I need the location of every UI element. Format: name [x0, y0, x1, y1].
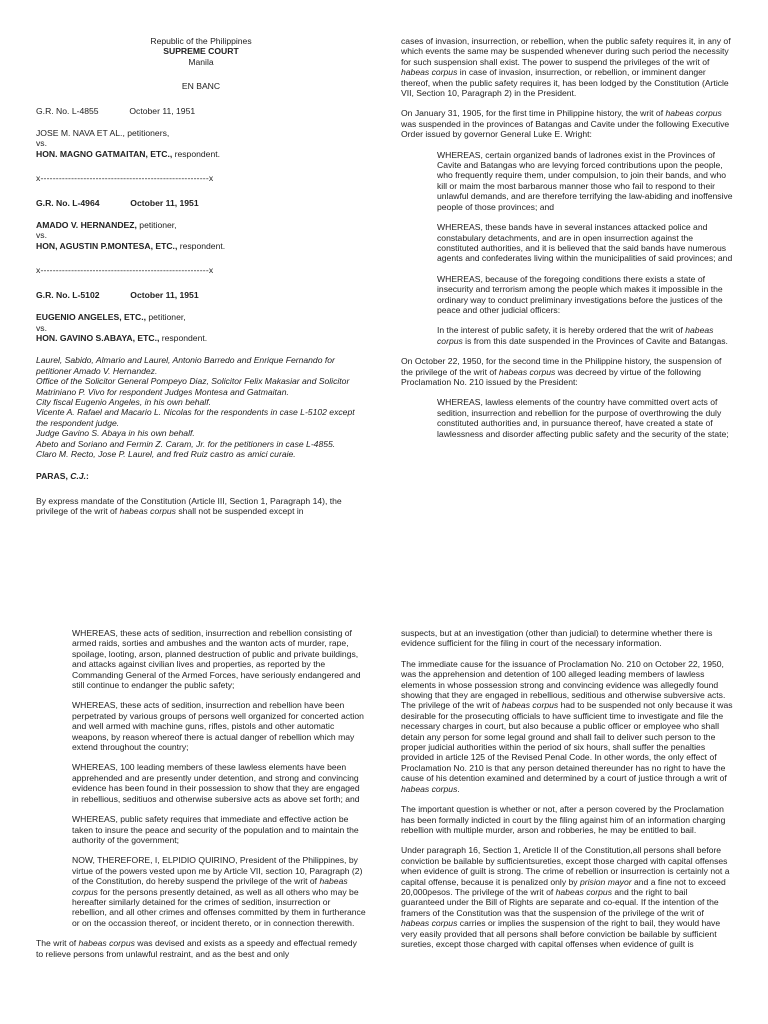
bl-whereas-1: WHEREAS, these acts of sedition, insurrection and rebellion consisting of armed raids, sorties and ambushes and the wanton acts of murder, rape, spoilage, looting, arson, planned destruction of public and private buildings, and attacks against civilian lives and properties, as reported by the Commanding General of the Armed Forces, have seriously endangered and still continue to endanger the public safety; — [72, 628, 361, 691]
court-city: Manila — [188, 56, 214, 67]
text-run-italic: habeas corpus — [401, 67, 458, 78]
text-run: shall not be suspended except in — [175, 506, 304, 517]
top-right-column — [401, 36, 733, 439]
bottom-right-column — [401, 628, 733, 949]
tr-whereas-1: WHEREAS, certain organized bands of ladrones exist in the Provinces of Cavite and Batangas who are levying forced contributions upon the people, who frequently require them, under compulsion, to join their bands, and who kill or maim the most barbarous manner those who fail to respond to their unlawful demands, and are therefore terrifying the law-abiding and inoffensive people of those provinces; and — [437, 149, 733, 212]
text-run-italic: habeas corpus — [665, 108, 722, 119]
case3-respondent — [36, 333, 366, 343]
republic-line: Republic of the Philippines — [150, 36, 252, 46]
tr-paragraph-2 — [401, 108, 733, 139]
text-run: cases of invasion, insurrection, or rebellion, when the public safety requires it, in any of which events the same may be suspended whenever during such period the necessity for such suspension shall exist. The power to suspend the privileges of the writ of — [401, 36, 731, 67]
separator-2: x-------------------------------------------------------x — [36, 265, 214, 276]
text-run: was decreed by virtue of the following Proclamation No. 210 issued by the President: — [401, 366, 702, 387]
case2-petitioner-name: AMADO V. HERNANDEZ, — [36, 220, 137, 231]
text-run: in case of invasion, insurrection, or rebellion, or imminent danger thereof, when the public safety requires it, has been lodged by the Constitution (Article VII, Section 10, Paragraph 2) in the President. — [401, 67, 729, 99]
case2-respondent-name: HON, AGUSTIN P.MONTESA, ETC., — [36, 240, 178, 251]
text-run: By express mandate of the Constitution (Article III, Section 1, Paragraph 14), the privilege of the writ of — [36, 495, 342, 517]
text-run: carries or implies the suspension of the right to bail, they would have very easily provided that all persons shall before conviction be bailable by sufficient sureties, except those charged with capital offenses when evidence of guilt is — [401, 918, 721, 949]
case1-respondent — [36, 149, 366, 159]
text-run: The writ of — [36, 938, 79, 949]
case1-gr-line — [36, 106, 366, 116]
case3-vs: vs. — [36, 322, 47, 333]
bl-whereas-4: WHEREAS, public safety requires that immediate and effective action be taken to insure the peace and security of the population and to maintain the authority of the government; — [72, 814, 359, 845]
tr-paragraph-1 — [401, 36, 733, 98]
separator-1: x-------------------------------------------------------x — [36, 173, 214, 184]
text-run-italic: habeas corpus — [498, 366, 556, 377]
ponente — [36, 471, 366, 481]
br-paragraph-3: The important question is whether or not, after a person covered by the Proclamation has been formally indicted in court by the filing against him of an information charging rebellion with multiple murder, arson and robberies, he may be entitled to bail. — [401, 804, 726, 835]
tr-whereas-3: WHEREAS, because of the foregoing conditions there exists a state of insecurity and terrorism among the people which makes it impossible in the ordinary way to conduct preliminary investigations before the justices of the peace and other judicial officers: — [437, 273, 723, 315]
text-run: Under paragraph 16, Section 1, Areticle II of the Constitution,all persons shall before conviction be bailable by sufficientsureties, except those charged with capital offenses when evidence of guilt is strong. The crime of rebellion or insurrection is certainly not a capital offense, because it is penalized only by — [401, 845, 730, 887]
case3-gr: G.R. No. L-5102 — [36, 289, 100, 300]
bottom-left-column — [36, 628, 366, 959]
text-run-italic: habeas corpus — [555, 886, 613, 897]
text-run-italic: habeas corpus — [78, 938, 135, 949]
counsel-line: City fiscal Eugenio Angeles, in his own behalf. — [36, 396, 211, 407]
text-run-italic: habeas corpus — [401, 783, 458, 794]
case3-respondent-name: HON. GAVINO S.ABAYA, ETC., — [36, 332, 160, 343]
br-paragraph-4 — [401, 845, 733, 949]
case1-respondent-name: HON. MAGNO GATMAITAN, ETC., — [36, 148, 173, 159]
case2-gr: G.R. No. L-4964 — [36, 197, 100, 208]
text-run: and the right to bail guaranteed under the Bill of Rights are separate and co-equal. If the intention of the framers of the Constitution was that the suspension of the privilege of the writ of — [401, 886, 719, 918]
bl-now-therefore — [72, 855, 366, 928]
text-run: The immediate cause for the issuance of Proclamation No. 210 on October 22, 1950, was the apprehension and detention of 100 alleged leading members of lawless elements in whose possession strong and convincing evidence was allegedly found showing that they are engaged in rebellious, seditious and otherwise subversive acts. The privilege of the writ of — [401, 658, 726, 711]
case2-respondent — [36, 241, 366, 251]
br-paragraph-2 — [401, 659, 733, 794]
text-run: In the interest of public safety, it is hereby ordered that the writ of — [437, 325, 686, 336]
counsel-line: Office of the Solicitor General Pompeyo Diaz, Solicitor Felix Makasiar and Solicitor Matriniano P. Vivo for respondent Judges Montesa and Gatmaitan. — [36, 376, 350, 397]
text-run: On January 31, 1905, for the first time in Philippine history, the writ of — [401, 108, 666, 119]
text-run-italic: habeas corpus — [437, 325, 714, 346]
text-run: is from this date suspended in the Provinces of Cavite and Batangas. — [462, 335, 728, 346]
text-run-italic: prision mayor — [580, 876, 632, 887]
counsel-line: Judge Gavino S. Abaya in his own behalf. — [36, 428, 195, 439]
text-run-italic: habeas corpus — [119, 506, 176, 517]
case2-petitioner-suffix: petitioner, — [136, 220, 177, 231]
text-run: was devised and exists as a speedy and effectual remedy to relieve persons from unlawful restraint, and as the best and only — [36, 938, 357, 959]
counsel-line: Abeto and Soriano and Fermin Z. Caram, Jr. for the petitioners in case L-4855. — [36, 438, 336, 449]
ponente-name: PARAS, — [36, 471, 71, 482]
counsel-line: Vicente A. Rafael and Macario L. Nicolas for the respondents in case L-5102 except the respondent judge. — [36, 407, 355, 428]
tr-order — [437, 325, 733, 346]
text-run: . — [457, 783, 460, 794]
tr-paragraph-3 — [401, 356, 733, 387]
bl-whereas-3: WHEREAS, 100 leading members of these lawless elements have been apprehended and are presently under detention, and strong and convincing evidence has been found in their possession to show that they are engaged in rebellious, seditiuos and otherwise subersive acts as above set forth; and — [72, 762, 360, 804]
case1-petitioner: JOSE M. NAVA ET AL., petitioners, — [36, 128, 170, 139]
case1-gr: G.R. No. L-4855 — [36, 105, 99, 116]
text-run-italic: habeas corpus — [72, 876, 348, 897]
text-run: NOW, THEREFORE, I, ELPIDIO QUIRINO, President of the Philippines, by virtue of the powers vested upon me by Article VII, section 10, Paragraph (2) of the Constitution, do hereby suspend the privilege of the writ of — [72, 855, 363, 887]
top-left-column — [36, 36, 366, 517]
counsel-list — [36, 355, 366, 459]
case3-date: October 11, 1951 — [130, 289, 199, 300]
case2-respondent-suffix: respondent. — [177, 240, 226, 251]
case3-petitioner-suffix: petitioner, — [145, 312, 186, 323]
court-name: SUPREME COURT — [163, 46, 239, 57]
tr-whereas-5: WHEREAS, lawless elements of the country have committed overt acts of sedition, insurrection and rebellion for the purpose of overthrowing the duly constituted authorities and, in pursuance thereof, have created a state of lawlessness and disorder affecting public safety and the security of the state; — [437, 397, 729, 439]
text-run: On October 22, 1950, for the second time in the Philippine history, the suspension of the privilege of the writ of — [401, 356, 722, 377]
counsel-line: Claro M. Recto, Jose P. Laurel, and fred Ruiz castro as amici curaie. — [36, 448, 296, 459]
case3-petitioner-name: EUGENIO ANGELES, ETC., — [36, 312, 146, 323]
br-paragraph-1: suspects, but at an investigation (other than judicial) to determine whether there is evidence sufficient for the filing in court of the necessary information. — [401, 628, 713, 649]
case3-respondent-suffix: respondent. — [159, 332, 208, 343]
case2-vs: vs. — [36, 230, 47, 241]
case2-gr-line — [36, 198, 366, 208]
case3-petitioner — [36, 312, 366, 322]
ponente-colon: : — [86, 471, 89, 482]
case2-petitioner — [36, 220, 366, 230]
case1-respondent-suffix: respondent. — [172, 148, 220, 159]
case1-vs: vs. — [36, 138, 47, 149]
counsel-line: Laurel, Sabido, Almario and Laurel, Antonio Barredo and Enrique Fernando for petitioner Amado V. Hernandez. — [36, 355, 335, 376]
tr-whereas-2: WHEREAS, these bands have in several instances attacked police and constabulary detachments, and are in open insurrection against the constituted authorities, and it is believed that the said bands have numerous agents and confederates living within the municipalities of said provinces; and — [437, 222, 733, 264]
case3-gr-line — [36, 290, 366, 300]
text-run: had to be suspended not only because it was desirable for the prosecuting officials to have sufficient time to investigate and file the necessary charges in court, but also because a public officer or employee who shall detain any person for some legal ground and shall fail to deliver such person to the proper judicial authorities within the period of six hours, shall suffer the penalties provided in article 125 of the Revised Penal Code. In other words, the only effect of Proclamation No. 210 is that any person detained thereunder has no right to have the cause of his detention examined and determined by a court of justice through a writ of — [401, 700, 733, 784]
en-banc: EN BANC — [181, 81, 221, 92]
case2-date: October 11, 1951 — [130, 197, 199, 208]
text-run-italic: habeas corpus — [401, 918, 458, 929]
text-run-italic: habeas corpus — [501, 700, 559, 711]
case1-date: October 11, 1951 — [129, 105, 196, 116]
text-run: and a fine not to exceed 20,000pesos. The privilege of the writ of — [401, 876, 726, 897]
opening-paragraph — [36, 496, 366, 517]
ponente-title: C.J. — [70, 471, 86, 482]
bl-whereas-2: WHEREAS, these acts of sedition, insurrection and rebellion have been perpetrated by various groups of persons well organized for concerted action and well armed with machine guns, rifles, pistols and other automatic weapons, by reason whereof there is actual danger of rebellion which may extend throughout the country; — [72, 700, 364, 753]
text-run: for the persons presently detained, as well as all others who may be hereafter similarly detained for the crimes of sedition, insurrection or rebellion, and all other crimes and offenses committed by them in furtherance or on the occassion thereof, or incident thereto, or in connection therewith. — [72, 886, 366, 928]
bl-writ-paragraph — [36, 938, 366, 959]
text-run: was suspended in the provinces of Batangas and Cavite under the following Executive Order issued by governor General Luke E. Wright: — [401, 118, 730, 140]
